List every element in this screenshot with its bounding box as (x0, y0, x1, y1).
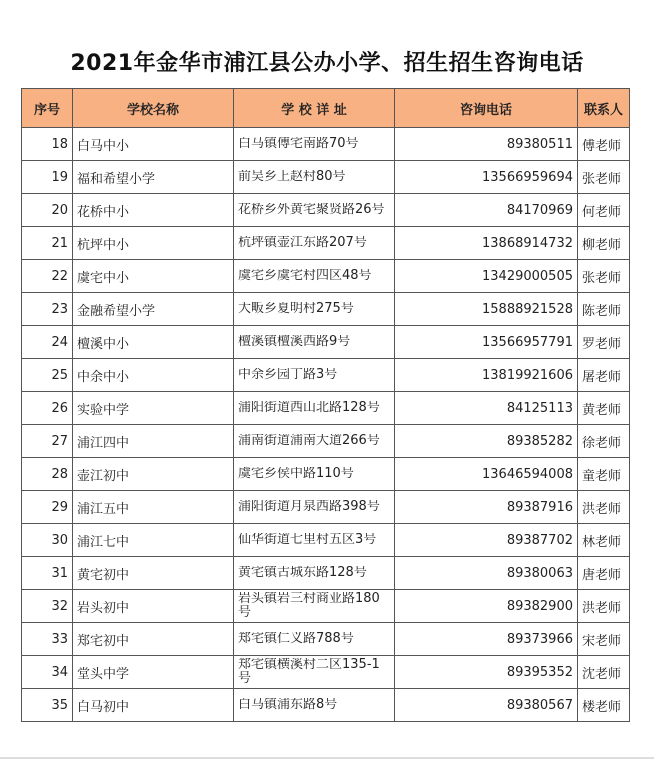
address-text: 中余乡园丁路3号 (238, 368, 338, 382)
school-name-cell: 浦江七中 (73, 524, 234, 557)
address-text: 浦阳街道月泉西路398号 (238, 500, 380, 514)
contact-person-cell: 张老师 (578, 161, 630, 194)
address-text: 虞宅乡侯中路110号 (238, 467, 354, 481)
page-title: 2021年金华市浦江县公办小学、招生招生咨询电话 (70, 51, 584, 76)
table-row (22, 359, 630, 392)
header-school-name: 学校名称 (73, 89, 234, 128)
address-text: 浦阳街道西山北路128号 (238, 401, 380, 415)
table-row (22, 260, 630, 293)
school-address-cell (234, 689, 395, 722)
table-body (22, 128, 630, 722)
contact-person-cell: 沈老师 (578, 656, 630, 689)
phone-cell: 15888921528 (395, 293, 578, 326)
address-text: 杭坪镇壶江东路207号 (238, 236, 367, 250)
contact-person-cell: 徐老师 (578, 425, 630, 458)
school-address-cell (234, 623, 395, 656)
table-row (22, 524, 630, 557)
school-address-cell (234, 491, 395, 524)
serial-number-cell: 35 (22, 689, 73, 722)
school-name-cell: 白马中小 (73, 128, 234, 161)
phone-cell: 84125113 (395, 392, 578, 425)
phone-cell: 13566957791 (395, 326, 578, 359)
school-address-cell (234, 194, 395, 227)
serial-number-cell: 27 (22, 425, 73, 458)
contact-person-cell: 楼老师 (578, 689, 630, 722)
table-row (22, 128, 630, 161)
school-name-cell: 堂头中学 (73, 656, 234, 689)
school-address-cell (234, 392, 395, 425)
phone-cell: 89380511 (395, 128, 578, 161)
table-header-row (22, 89, 630, 128)
address-text: 前吴乡上赵村80号 (238, 170, 346, 184)
serial-number-cell: 18 (22, 128, 73, 161)
school-address-cell (234, 425, 395, 458)
school-name-cell: 檀溪中小 (73, 326, 234, 359)
address-text: 虞宅乡虞宅村四区48号 (238, 269, 372, 283)
table-row (22, 227, 630, 260)
header-phone: 咨询电话 (395, 89, 578, 128)
contact-person-cell: 傅老师 (578, 128, 630, 161)
serial-number-cell: 25 (22, 359, 73, 392)
school-address-cell (234, 227, 395, 260)
contact-person-cell: 唐老师 (578, 557, 630, 590)
table-row (22, 623, 630, 656)
contact-person-cell: 何老师 (578, 194, 630, 227)
phone-cell: 89395352 (395, 656, 578, 689)
serial-number-cell: 31 (22, 557, 73, 590)
table-row (22, 293, 630, 326)
table-row (22, 425, 630, 458)
school-address-cell (234, 557, 395, 590)
school-name-cell: 福和希望小学 (73, 161, 234, 194)
contact-person-cell: 屠老师 (578, 359, 630, 392)
serial-number-cell: 29 (22, 491, 73, 524)
contact-person-cell: 陈老师 (578, 293, 630, 326)
school-name-cell: 金融希望小学 (73, 293, 234, 326)
phone-cell: 84170969 (395, 194, 578, 227)
contact-person-cell: 童老师 (578, 458, 630, 491)
phone-cell: 13819921606 (395, 359, 578, 392)
table-row (22, 590, 630, 623)
contact-person-cell: 宋老师 (578, 623, 630, 656)
header-school-address: 学 校 详 址 (234, 89, 395, 128)
address-text: 黄宅镇古城东路128号 (238, 566, 367, 580)
table-row (22, 458, 630, 491)
contact-person-cell: 罗老师 (578, 326, 630, 359)
school-name-cell: 壶江初中 (73, 458, 234, 491)
phone-cell: 13429000505 (395, 260, 578, 293)
address-text: 仙华街道七里村五区3号 (238, 533, 377, 547)
serial-number-cell: 32 (22, 590, 73, 623)
school-address-cell (234, 161, 395, 194)
contact-person-cell: 柳老师 (578, 227, 630, 260)
school-address-cell (234, 293, 395, 326)
contact-person-cell: 黄老师 (578, 392, 630, 425)
table-row (22, 194, 630, 227)
serial-number-cell: 26 (22, 392, 73, 425)
school-address-cell (234, 458, 395, 491)
school-name-cell: 浦江五中 (73, 491, 234, 524)
table-row (22, 326, 630, 359)
contact-person-cell: 张老师 (578, 260, 630, 293)
phone-cell: 13646594008 (395, 458, 578, 491)
phone-cell: 89380567 (395, 689, 578, 722)
address-text: 白马镇傅宅南路70号 (238, 137, 359, 151)
address-text: 花桥乡外黄宅聚贤路26号 (238, 203, 385, 217)
address-text: 浦南街道浦南大道266号 (238, 434, 380, 448)
table-row (22, 689, 630, 722)
school-name-cell: 中余中小 (73, 359, 234, 392)
phone-cell: 89387916 (395, 491, 578, 524)
school-address-cell (234, 524, 395, 557)
phone-cell: 89387702 (395, 524, 578, 557)
school-address-cell (234, 128, 395, 161)
phone-cell: 13868914732 (395, 227, 578, 260)
serial-number-cell: 24 (22, 326, 73, 359)
school-address-cell (234, 656, 395, 689)
serial-number-cell: 33 (22, 623, 73, 656)
school-contact-table (21, 88, 630, 722)
school-address-cell (234, 590, 395, 623)
address-text: 岩头镇岩三村商业路180号 (238, 592, 380, 620)
serial-number-cell: 23 (22, 293, 73, 326)
phone-cell: 89373966 (395, 623, 578, 656)
address-text: 郑宅镇仁义路788号 (238, 632, 354, 646)
school-name-cell: 白马初中 (73, 689, 234, 722)
school-name-cell: 浦江四中 (73, 425, 234, 458)
school-name-cell: 郑宅初中 (73, 623, 234, 656)
serial-number-cell: 19 (22, 161, 73, 194)
phone-cell: 89380063 (395, 557, 578, 590)
serial-number-cell: 22 (22, 260, 73, 293)
phone-cell: 89385282 (395, 425, 578, 458)
serial-number-cell: 30 (22, 524, 73, 557)
table-row (22, 557, 630, 590)
school-address-cell (234, 260, 395, 293)
header-serial-number: 序号 (22, 89, 73, 128)
address-text: 檀溪镇檀溪西路9号 (238, 335, 351, 349)
school-name-cell: 花桥中小 (73, 194, 234, 227)
header-contact-person: 联系人 (578, 89, 630, 128)
table-row (22, 161, 630, 194)
school-address-cell (234, 359, 395, 392)
table-row (22, 491, 630, 524)
serial-number-cell: 28 (22, 458, 73, 491)
serial-number-cell: 20 (22, 194, 73, 227)
school-name-cell: 虞宅中小 (73, 260, 234, 293)
serial-number-cell: 21 (22, 227, 73, 260)
serial-number-cell: 34 (22, 656, 73, 689)
contact-person-cell: 洪老师 (578, 590, 630, 623)
school-name-cell: 岩头初中 (73, 590, 234, 623)
table-row (22, 392, 630, 425)
school-name-cell: 杭坪中小 (73, 227, 234, 260)
school-name-cell: 实验中学 (73, 392, 234, 425)
address-text: 白马镇浦东路8号 (238, 698, 338, 712)
address-text: 大畈乡夏明村275号 (238, 302, 354, 316)
school-name-cell: 黄宅初中 (73, 557, 234, 590)
phone-cell: 89382900 (395, 590, 578, 623)
phone-cell: 13566959694 (395, 161, 578, 194)
address-text: 郑宅镇横溪村二区135-1号 (238, 658, 380, 686)
table-row (22, 656, 630, 689)
contact-person-cell: 洪老师 (578, 491, 630, 524)
school-address-cell (234, 326, 395, 359)
contact-person-cell: 林老师 (578, 524, 630, 557)
